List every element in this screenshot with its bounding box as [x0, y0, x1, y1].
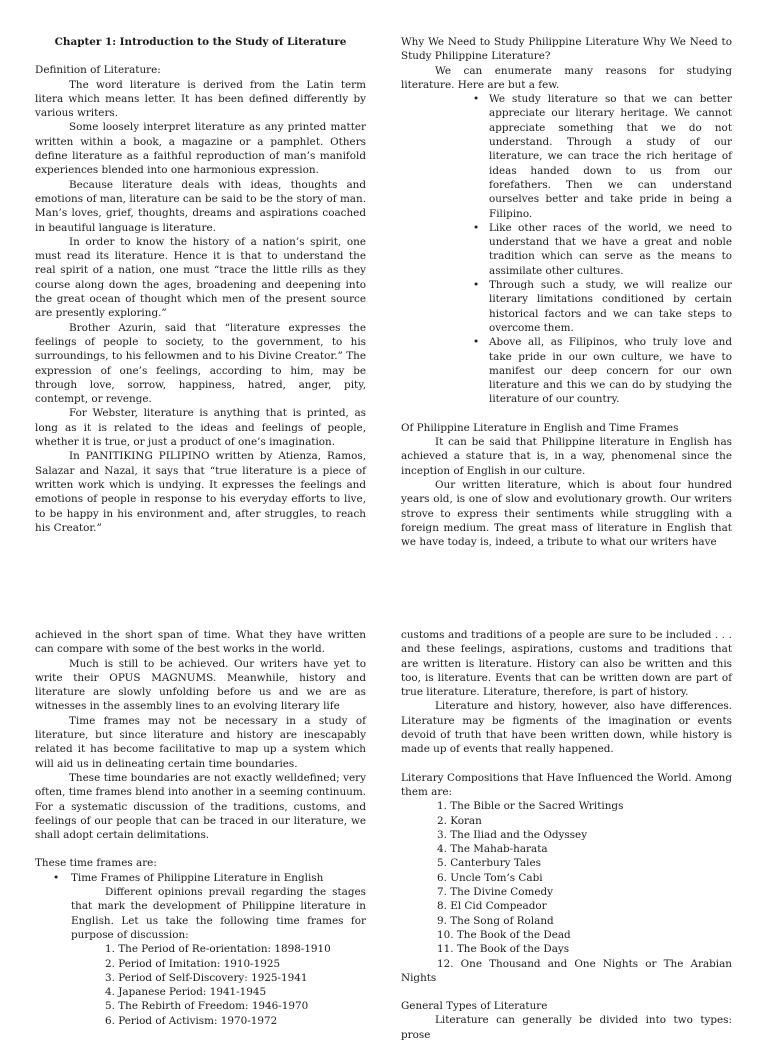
periods-list — [35, 942, 366, 1028]
continuation-text: customs and traditions of a people are sure to be included . . . and these feelings, aspirations, customs and traditions that are written is literature. History can also be written and this too, is literature. Events that can be written down are part of true literature. Literature, therefore, is part of history. — [401, 629, 732, 699]
list-item: 5. Canterbury Tales — [437, 857, 541, 870]
definition-heading: Definition of Literature: — [35, 64, 161, 77]
chapter-title: Chapter 1: Introduction to the Study of Literature — [54, 36, 347, 48]
paragraph: In PANITIKING PILIPINO written by Atienza, Ramos, Salazar and Nazal, it says that “true literature is a piece of written work which is undying. It expresses the feelings and emotions of people in response to his everyday efforts to live, to be happy in his environment and, after struggles, to reach his Creator.” — [35, 450, 366, 534]
paragraph: The word literature is derived from the Latin term litera which means letter. It has been defined differently by various writers. — [35, 78, 366, 120]
top-right-column — [401, 35, 732, 549]
compositions-list — [401, 799, 732, 985]
paragraph: For Webster, literature is anything that is printed, as long as it is related to the ideas and feelings of people, whether it is true, or just a product of one’s imagination. — [35, 407, 366, 449]
time-frames-text: Different opinions prevail regarding the stages that mark the development of Philippine literature in English. Let us take the following time frames for purpose of discussion: — [71, 886, 366, 941]
list-item: • Above all, as Filipinos, who truly love and take pride in our own culture, we have to manifest our deep concern for our own literature and this we can do by studying the literature of our country. — [489, 335, 732, 406]
section-heading: Of Philippine Literature in English and Time Frames — [401, 421, 679, 434]
list-item: 11. The Book of the Days — [437, 943, 570, 956]
time-frames-title: • Time Frames of Philippine Literature in English — [71, 871, 324, 884]
list-item: 4. The Mahab-harata — [437, 843, 548, 856]
list-item: 1. The Bible or the Sacred Writings — [437, 800, 624, 813]
list-item: 7. The Divine Comedy — [437, 886, 554, 899]
paragraph: It can be said that Philippine literature in English has achieved a stature that is, in a way, phenomenal since the inception of English in our culture. — [401, 436, 732, 477]
paragraph: Literature can generally be divided into two types: prose — [401, 1014, 732, 1041]
time-frames-intro: These time frames are: — [35, 857, 157, 870]
list-item: 2. Koran — [437, 814, 482, 827]
list-item: 8. El Cid Compeador — [437, 900, 547, 913]
compositions-heading: Literary Compositions that Have Influenced the World. Among them are: — [401, 771, 732, 798]
list-item: 3. The Iliad and the Odyssey — [437, 828, 588, 841]
reasons-list — [401, 92, 732, 407]
paragraph: Literature and history, however, also have differences. Literature may be figments of the imagination or events devoid of truth that have been written down, while history is made up of events that really happened. — [401, 700, 732, 756]
list-item: 9. The Song of Roland — [437, 914, 554, 927]
paragraph: Much is still to be achieved. Our writers have yet to write their OPUS MAGNUMS. Meanwhile, history and literature are slowly unfolding before us and we are as witnesses in the assembly lines to an evolving literary life — [35, 657, 366, 713]
why-study-intro: We can enumerate many reasons for studying literature. Here are but a few. — [401, 64, 732, 91]
general-types-heading: General Types of Literature — [401, 1000, 548, 1013]
list-item: • We study literature so that we can better appreciate our literary heritage. We cannot appreciate something that we do not understand. Through a study of our literature, we can trace the rich heritage of ideas handed down to us from our forefathers. Then we can understand ourselves better and take pride in being a Filipino. — [489, 92, 732, 221]
list-item — [71, 871, 366, 942]
paragraph: Brother Azurin, said that “literature expresses the feelings of people to society, to the government, to his surroundings, to his fellowmen and to his Divine Creator.” The expression of one’s feelings, according to him, may be through love, sorrow, happiness, hatred, anger, pity, contempt, or revenge. — [35, 321, 366, 406]
time-frames-list — [35, 871, 366, 942]
top-left-column — [35, 30, 366, 535]
paragraph: Because literature deals with ideas, thoughts and emotions of man, literature can be said to be the story of man. Man’s loves, grief, thoughts, dreams and aspirations coached in beautiful language is literature. — [35, 178, 366, 234]
bottom-left-column — [35, 628, 366, 1028]
list-item: 1. The Period of Re-orientation: 1898-1910 — [105, 943, 331, 956]
list-item: 5. The Rebirth of Freedom: 1946-1970 — [105, 1000, 309, 1013]
continuation-text: achieved in the short span of time. What they have written can compare with some of the best works in the world. — [35, 629, 366, 656]
why-study-heading: Why We Need to Study Philippine Literature Why We Need to Study Philippine Literature? — [401, 36, 732, 63]
list-item: 6. Period of Activism: 1970-1972 — [105, 1014, 278, 1027]
list-item: • Through such a study, we will realize our literary limitations conditioned by certain historical factors and we can take steps to overcome them. — [489, 278, 732, 335]
paragraph: Some loosely interpret literature as any printed matter written within a book, a magazine or a pamphlet. Others define literature as a faithful reproduction of man’s manifold experiences blended into one harmonious expression. — [35, 121, 366, 177]
bottom-right-column — [401, 628, 732, 1042]
paragraph: Our written literature, which is about four hundred years old, is one of slow and evolutionary growth. Our writers strove to express their sentiments while struggling with a foreign medium. The great mass of literature in English that we have today is, indeed, a tribute to what our writers have — [401, 478, 732, 549]
list-item: 12. One Thousand and One Nights or The Arabian Nights — [401, 957, 732, 984]
list-item: 2. Period of Imitation: 1910-1925 — [105, 957, 281, 970]
paragraph: In order to know the history of a nation’s spirit, one must read its literature. Hence it is that to understand the real spirit of a nation, one must “trace the little rills as they course along down the ages, broadening and deepening into the great ocean of thought which men of the present source are presently exploring.” — [35, 235, 366, 320]
list-item: 3. Period of Self-Discovery: 1925-1941 — [105, 971, 308, 984]
list-item: • Like other races of the world, we need to understand that we have a great and noble tradition which can serve as the means to assimilate other cultures. — [489, 221, 732, 278]
list-item: 10. The Book of the Dead — [437, 928, 571, 941]
list-item: 4. Japanese Period: 1941-1945 — [105, 986, 267, 999]
paragraph: These time boundaries are not exactly welldefined; very often, time frames blend into another in a seeming continuum. For a systematic discussion of the traditions, customs, and feelings of our people that can be traced in our literature, we shall adopt certain delimitations. — [35, 771, 366, 842]
list-item: 6. Uncle Tom’s Cabi — [437, 871, 543, 884]
paragraph: Time frames may not be necessary in a study of literature, but since literature and history are inescapably related it has become facilitative to map up a system which will aid us in delineating certain time boundaries. — [35, 714, 366, 770]
